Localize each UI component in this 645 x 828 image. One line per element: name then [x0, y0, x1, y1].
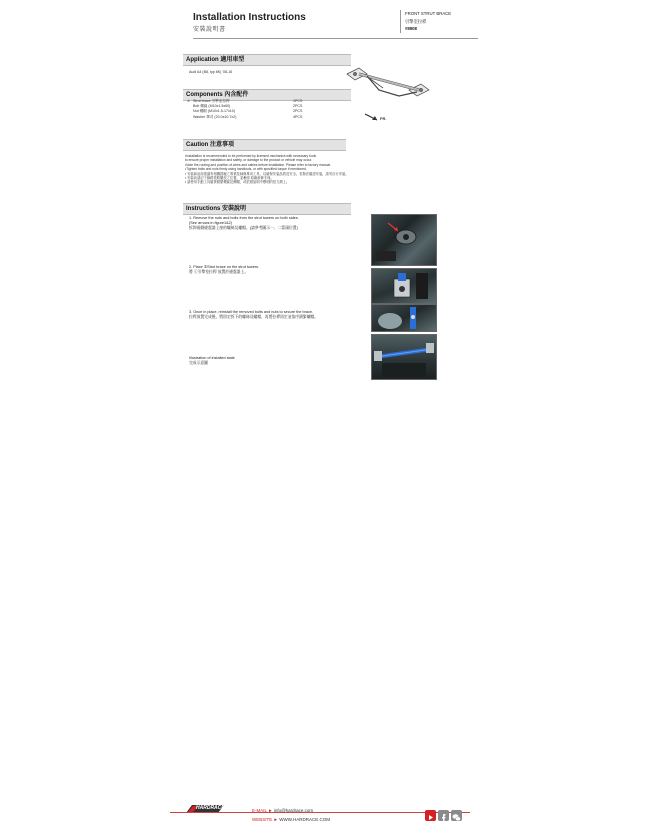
photo-installed-detail	[372, 335, 436, 379]
email-arrow-icon: ►	[268, 808, 273, 813]
component-name: Bolt 螺絲 (M10x1.5x60)	[193, 104, 231, 109]
website-row	[252, 815, 330, 824]
components-heading: Components 內含配件	[183, 89, 351, 101]
caution-line: •Installation is recommended to be performed by licensed mechanics with necessary tools	[185, 154, 317, 158]
youtube-icon[interactable]	[425, 810, 436, 821]
caution-heading: Caution 注意事項	[183, 139, 346, 151]
component-qty: 2PCS	[293, 104, 303, 109]
step-1	[189, 216, 299, 232]
step-line: 拉桿放置完成後，將固定拆下的螺絲及螺帽，再將拉桿固定並依序鎖緊螺帽。	[189, 315, 319, 320]
component-name: Strut brace 引擎室拉桿	[193, 99, 230, 103]
front-arrow-icon	[363, 112, 379, 122]
component-name: Washer 華司 (20.0x10.7x2)	[193, 114, 237, 119]
final-caption	[189, 356, 235, 366]
instruction-sheet	[163, 0, 482, 430]
footer-contact	[252, 806, 330, 824]
header-divider	[193, 38, 478, 39]
page-subtitle: 安裝說明書	[193, 27, 226, 33]
email-address[interactable]: info@hardrace.com	[273, 808, 314, 813]
step-line: 2. Place ①Strut brace on the strut towers.	[189, 265, 260, 269]
caution-line: • 請使用手動工具確實鎖緊螺絲及螺帽，或依照說明中標明的扭力鎖上。	[185, 180, 290, 185]
page-title: Installation Instructions	[193, 12, 306, 23]
step-2	[189, 265, 259, 275]
final-caption-en: Illustration of installed state	[189, 356, 235, 360]
photo-step-3	[371, 304, 437, 332]
footer	[0, 400, 645, 822]
components-list	[187, 99, 302, 120]
photo-step-2-detail	[372, 269, 436, 303]
product-name: FRONT STRUT BRACE	[405, 11, 452, 16]
caution-text	[185, 154, 385, 185]
component-name: Nut 螺帽 (M10x1.5-17x10)	[193, 109, 235, 114]
part-number: #8908	[405, 26, 417, 31]
photo-step-1	[371, 214, 437, 266]
step-line: 3. Once in place, reinstall the removed bolts and nuts to secure the brace.	[189, 310, 314, 314]
step-line: 1. Remove the nuts and bolts from the strut towers on both sides.	[189, 216, 299, 220]
photo-step-2	[371, 268, 437, 304]
website-arrow-icon: ►	[273, 817, 278, 822]
photo-step-1-detail	[372, 215, 436, 265]
caution-line: • 安裝前請記下線路管路擺放之位置，並參照 原廠維修手冊。	[185, 176, 274, 181]
component-qty: 1PCS	[293, 99, 303, 103]
brand-name: HARDRACE	[196, 805, 225, 811]
website-label: WEBSITE	[252, 817, 273, 822]
component-qty: 2PCS	[293, 109, 303, 114]
photo-step-3-detail	[372, 305, 436, 331]
step-line: 拆卸兩側避震器上座的螺絲及螺帽。(請參考圖示一、二箭頭位置)	[189, 226, 298, 231]
component-qty: 4PCS	[293, 114, 303, 119]
strut-brace-drawing	[339, 60, 439, 130]
component-row	[187, 115, 302, 120]
caution-line: •Note the routing and position of wires and cables before installation. Please refer to factory manual.	[185, 162, 331, 167]
facebook-icon[interactable]	[438, 810, 449, 821]
caution-line: •Tighten bolts and nuts firmly using handtools, or with specified torque if mentioned.	[185, 167, 307, 172]
email-label: E-MAIL	[252, 808, 267, 813]
step-line: (See arrows in figure1&2)	[189, 221, 233, 226]
product-name-cn: 引擎室拉桿	[405, 18, 427, 24]
website-url[interactable]: WWW.HARDRACE.COM	[279, 817, 331, 822]
email-row	[252, 806, 330, 815]
photo-installed	[371, 334, 437, 380]
component-num: ①	[187, 99, 191, 103]
wechat-icon[interactable]	[451, 810, 462, 821]
step-line: 將 ①引擎室拉桿 放置於避震器上。	[189, 270, 249, 275]
front-direction-label: FR.	[380, 116, 387, 121]
product-info	[400, 10, 485, 33]
caution-line: • 安裝商品前建議有相關經驗之專業技師與專用工具，以確保安裝品質及安全。若無法確認安裝，請勿自行安裝。	[185, 171, 349, 176]
step-3	[189, 310, 318, 320]
caution-line: to ensure proper installation and safety, or damage to the product or vehicle may occur.	[185, 158, 313, 163]
instructions-heading: Instructions 安裝說明	[183, 203, 351, 215]
application-vehicle: Audi A4 (B8, typ 8K) '08-16	[189, 70, 233, 74]
final-caption-cn: 完成示意圖	[189, 361, 208, 366]
application-heading: Application 適用車型	[183, 54, 351, 66]
